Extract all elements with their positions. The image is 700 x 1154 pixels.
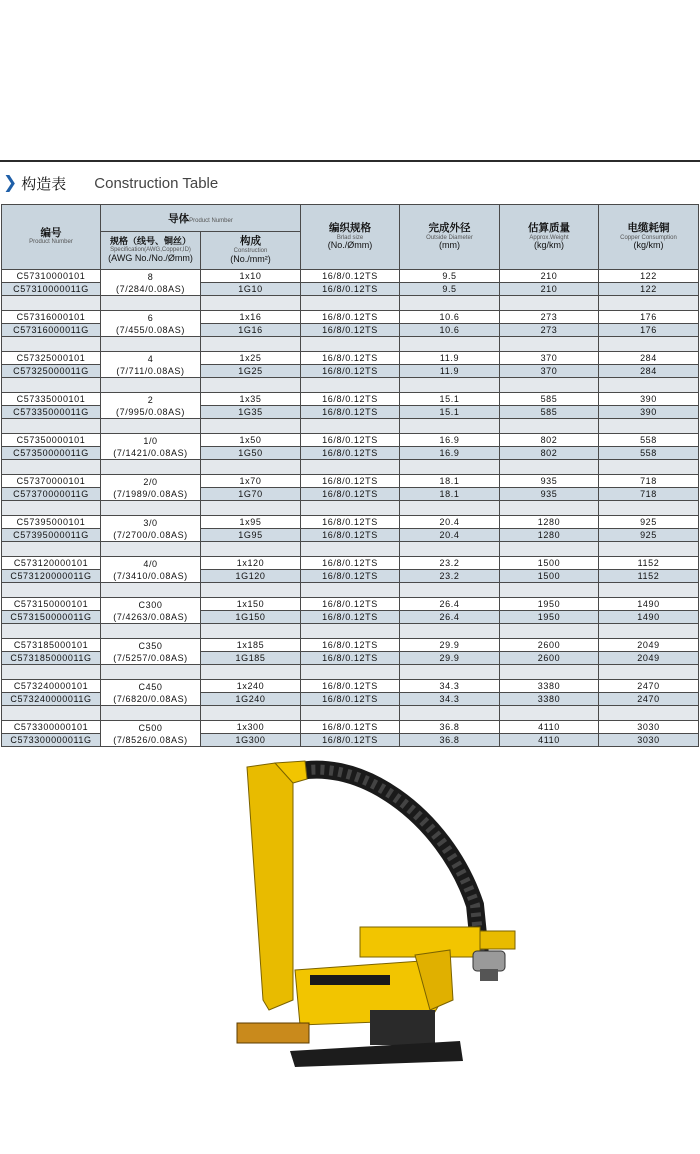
table-row bbox=[2, 598, 699, 611]
weight-cell: 273 bbox=[500, 324, 599, 337]
spec-awg: 2/0 bbox=[143, 476, 158, 487]
copper-cell: 558 bbox=[599, 434, 699, 447]
spacer-cell bbox=[400, 296, 500, 311]
spacer-cell bbox=[301, 419, 400, 434]
outside-diameter-cell: 20.4 bbox=[400, 529, 500, 542]
construction-cell: 1G50 bbox=[201, 447, 301, 460]
construction-cell: 1G25 bbox=[201, 365, 301, 378]
copper-cell: 122 bbox=[599, 270, 699, 283]
weight-cell: 585 bbox=[500, 393, 599, 406]
braid-size-cell: 16/8/0.12TS bbox=[301, 693, 400, 706]
spacer-cell bbox=[201, 296, 301, 311]
top-divider bbox=[0, 160, 700, 162]
weight-cell: 370 bbox=[500, 352, 599, 365]
spacer-cell bbox=[201, 624, 301, 639]
outside-diameter-cell: 36.8 bbox=[400, 734, 500, 747]
spec-awg: 2 bbox=[147, 394, 154, 405]
spacer-cell bbox=[101, 542, 201, 557]
construction-cell: 1G35 bbox=[201, 406, 301, 419]
spacer-cell bbox=[400, 624, 500, 639]
spacer-cell bbox=[400, 706, 500, 721]
weight-cell: 1500 bbox=[500, 570, 599, 583]
spacer-cell bbox=[301, 296, 400, 311]
table-row bbox=[2, 434, 699, 447]
table-row bbox=[2, 557, 699, 570]
spacer-cell bbox=[400, 542, 500, 557]
braid-size-cell: 16/8/0.12TS bbox=[301, 365, 400, 378]
section-heading bbox=[3, 171, 218, 195]
spacer-cell bbox=[400, 419, 500, 434]
copper-cell: 925 bbox=[599, 516, 699, 529]
specification-cell bbox=[101, 434, 201, 460]
weight-cell: 1280 bbox=[500, 529, 599, 542]
table-row bbox=[2, 393, 699, 406]
braid-size-cell: 16/8/0.12TS bbox=[301, 283, 400, 296]
product-number-cell: C57395000101 bbox=[2, 516, 101, 529]
spacer-cell bbox=[500, 378, 599, 393]
group-spacer-row bbox=[2, 337, 699, 352]
copper-cell: 718 bbox=[599, 475, 699, 488]
outside-diameter-cell: 20.4 bbox=[400, 516, 500, 529]
outside-diameter-cell: 15.1 bbox=[400, 393, 500, 406]
outside-diameter-cell: 10.6 bbox=[400, 311, 500, 324]
weight-cell: 210 bbox=[500, 283, 599, 296]
spacer-cell bbox=[500, 706, 599, 721]
weight-cell: 585 bbox=[500, 406, 599, 419]
product-number-cell: C57370000011G bbox=[2, 488, 101, 501]
weight-cell: 4110 bbox=[500, 721, 599, 734]
construction-cell: 1x240 bbox=[201, 680, 301, 693]
spacer-cell bbox=[2, 378, 101, 393]
product-number-cell: C573185000101 bbox=[2, 639, 101, 652]
copper-cell: 718 bbox=[599, 488, 699, 501]
connector-head bbox=[473, 951, 505, 981]
product-number-cell: C57316000101 bbox=[2, 311, 101, 324]
weight-cell: 1950 bbox=[500, 611, 599, 624]
braid-size-cell: 16/8/0.12TS bbox=[301, 475, 400, 488]
construction-cell: 1x300 bbox=[201, 721, 301, 734]
specification-cell bbox=[101, 311, 201, 337]
table-row bbox=[2, 680, 699, 693]
spec-strands: (7/711/0.08AS) bbox=[116, 365, 185, 376]
header-specification: 规格（线号、铜丝） Specification(AWG,Copper,ID) (AWG No./No./Ømm) bbox=[101, 232, 201, 270]
weight-cell: 802 bbox=[500, 447, 599, 460]
product-number-cell: C573150000101 bbox=[2, 598, 101, 611]
copper-cell: 1152 bbox=[599, 570, 699, 583]
spec-strands: (7/1421/0.08AS) bbox=[113, 447, 188, 458]
spacer-cell bbox=[301, 583, 400, 598]
spacer-cell bbox=[301, 624, 400, 639]
spacer-cell bbox=[500, 542, 599, 557]
copper-cell: 284 bbox=[599, 365, 699, 378]
spacer-cell bbox=[2, 337, 101, 352]
copper-cell: 390 bbox=[599, 406, 699, 419]
spacer-cell bbox=[400, 665, 500, 680]
header-product-number: 编号 Product Number bbox=[2, 205, 101, 270]
copper-cell: 2470 bbox=[599, 693, 699, 706]
spec-strands: (7/8526/0.08AS) bbox=[113, 734, 188, 745]
spec-awg: C350 bbox=[138, 640, 163, 651]
outside-diameter-cell: 34.3 bbox=[400, 680, 500, 693]
spacer-cell bbox=[101, 583, 201, 598]
product-number-cell: C57316000011G bbox=[2, 324, 101, 337]
spec-strands: (7/5257/0.08AS) bbox=[113, 652, 188, 663]
spacer-cell bbox=[301, 378, 400, 393]
copper-cell: 1152 bbox=[599, 557, 699, 570]
copper-cell: 284 bbox=[599, 352, 699, 365]
construction-cell: 1G16 bbox=[201, 324, 301, 337]
spacer-cell bbox=[599, 706, 699, 721]
spacer-cell bbox=[301, 665, 400, 680]
spacer-cell bbox=[201, 378, 301, 393]
group-spacer-row bbox=[2, 542, 699, 557]
spacer-cell bbox=[599, 337, 699, 352]
spec-awg: 1/0 bbox=[143, 435, 158, 446]
outside-diameter-cell: 18.1 bbox=[400, 475, 500, 488]
spacer-cell bbox=[201, 542, 301, 557]
product-number-cell: C57335000101 bbox=[2, 393, 101, 406]
spacer-cell bbox=[2, 706, 101, 721]
copper-cell: 3030 bbox=[599, 734, 699, 747]
spec-strands: (7/3410/0.08AS) bbox=[113, 570, 188, 581]
construction-cell: 1x185 bbox=[201, 639, 301, 652]
weight-cell: 273 bbox=[500, 311, 599, 324]
weight-cell: 4110 bbox=[500, 734, 599, 747]
table-row bbox=[2, 270, 699, 283]
spacer-cell bbox=[599, 665, 699, 680]
outside-diameter-cell: 11.9 bbox=[400, 365, 500, 378]
spec-strands: (7/284/0.08AS) bbox=[116, 283, 185, 294]
weight-cell: 3380 bbox=[500, 680, 599, 693]
braid-size-cell: 16/8/0.12TS bbox=[301, 447, 400, 460]
product-number-cell: C573120000101 bbox=[2, 557, 101, 570]
copper-cell: 390 bbox=[599, 393, 699, 406]
spacer-cell bbox=[2, 542, 101, 557]
spacer-cell bbox=[101, 624, 201, 639]
spec-strands: (7/1989/0.08AS) bbox=[113, 488, 188, 499]
outside-diameter-cell: 9.5 bbox=[400, 283, 500, 296]
product-number-cell: C573150000011G bbox=[2, 611, 101, 624]
product-number-cell: C57350000101 bbox=[2, 434, 101, 447]
construction-cell: 1G10 bbox=[201, 283, 301, 296]
braid-size-cell: 16/8/0.12TS bbox=[301, 652, 400, 665]
outside-diameter-cell: 16.9 bbox=[400, 434, 500, 447]
braid-size-cell: 16/8/0.12TS bbox=[301, 611, 400, 624]
spacer-cell bbox=[599, 460, 699, 475]
spec-strands: (7/455/0.08AS) bbox=[116, 324, 185, 335]
spacer-cell bbox=[301, 501, 400, 516]
weight-cell: 2600 bbox=[500, 639, 599, 652]
group-spacer-row bbox=[2, 624, 699, 639]
table-row bbox=[2, 352, 699, 365]
braid-size-cell: 16/8/0.12TS bbox=[301, 734, 400, 747]
specification-cell bbox=[101, 393, 201, 419]
construction-cell: 1G70 bbox=[201, 488, 301, 501]
spacer-cell bbox=[2, 419, 101, 434]
spacer-cell bbox=[101, 501, 201, 516]
construction-cell: 1G120 bbox=[201, 570, 301, 583]
spacer-cell bbox=[101, 665, 201, 680]
product-number-cell: C57310000011G bbox=[2, 283, 101, 296]
table-row bbox=[2, 639, 699, 652]
outside-diameter-cell: 36.8 bbox=[400, 721, 500, 734]
construction-cell: 1x35 bbox=[201, 393, 301, 406]
spacer-cell bbox=[500, 583, 599, 598]
group-spacer-row bbox=[2, 501, 699, 516]
braid-size-cell: 16/8/0.12TS bbox=[301, 570, 400, 583]
product-number-cell: C57335000011G bbox=[2, 406, 101, 419]
chevron-right-icon: ❯ bbox=[3, 173, 18, 193]
copper-cell: 1490 bbox=[599, 598, 699, 611]
spacer-cell bbox=[201, 460, 301, 475]
spacer-cell bbox=[500, 296, 599, 311]
construction-cell: 1G95 bbox=[201, 529, 301, 542]
copper-cell: 2049 bbox=[599, 639, 699, 652]
braid-size-cell: 16/8/0.12TS bbox=[301, 721, 400, 734]
copper-cell: 176 bbox=[599, 311, 699, 324]
product-number-cell: C57325000011G bbox=[2, 365, 101, 378]
outside-diameter-cell: 23.2 bbox=[400, 570, 500, 583]
spacer-cell bbox=[301, 542, 400, 557]
spacer-cell bbox=[500, 419, 599, 434]
spacer-cell bbox=[101, 460, 201, 475]
outside-diameter-cell: 10.6 bbox=[400, 324, 500, 337]
spec-strands: (7/6820/0.08AS) bbox=[113, 693, 188, 704]
header-outside-diameter: 完成外径 Outside Diameter (mm) bbox=[400, 205, 500, 270]
product-number-cell: C573185000011G bbox=[2, 652, 101, 665]
spacer-cell bbox=[201, 337, 301, 352]
construction-cell: 1x16 bbox=[201, 311, 301, 324]
weight-cell: 2600 bbox=[500, 652, 599, 665]
spec-awg: C500 bbox=[138, 722, 163, 733]
weight-cell: 1950 bbox=[500, 598, 599, 611]
specification-cell bbox=[101, 721, 201, 747]
braid-size-cell: 16/8/0.12TS bbox=[301, 529, 400, 542]
construction-cell: 1G150 bbox=[201, 611, 301, 624]
copper-cell: 2470 bbox=[599, 680, 699, 693]
specification-cell bbox=[101, 598, 201, 624]
spec-awg: 4 bbox=[147, 353, 154, 364]
spacer-cell bbox=[301, 706, 400, 721]
braid-size-cell: 16/8/0.12TS bbox=[301, 352, 400, 365]
table-row bbox=[2, 475, 699, 488]
specification-cell bbox=[101, 352, 201, 378]
product-number-cell: C57350000011G bbox=[2, 447, 101, 460]
product-number-cell: C573120000011G bbox=[2, 570, 101, 583]
table-body bbox=[2, 270, 699, 747]
specification-cell bbox=[101, 270, 201, 296]
group-spacer-row bbox=[2, 583, 699, 598]
product-number-cell: C57325000101 bbox=[2, 352, 101, 365]
group-spacer-row bbox=[2, 419, 699, 434]
spacer-cell bbox=[400, 583, 500, 598]
specification-cell bbox=[101, 516, 201, 542]
spacer-cell bbox=[500, 460, 599, 475]
specification-cell bbox=[101, 475, 201, 501]
spacer-cell bbox=[599, 624, 699, 639]
group-spacer-row bbox=[2, 296, 699, 311]
spacer-cell bbox=[400, 337, 500, 352]
specification-cell bbox=[101, 680, 201, 706]
spacer-cell bbox=[599, 583, 699, 598]
weight-cell: 935 bbox=[500, 475, 599, 488]
spec-awg: 6 bbox=[147, 312, 154, 323]
spec-awg: 3/0 bbox=[143, 517, 158, 528]
outside-diameter-cell: 29.9 bbox=[400, 639, 500, 652]
product-number-cell: C573240000101 bbox=[2, 680, 101, 693]
construction-cell: 1x50 bbox=[201, 434, 301, 447]
spacer-cell bbox=[201, 665, 301, 680]
product-number-cell: C57395000011G bbox=[2, 529, 101, 542]
specification-cell bbox=[101, 639, 201, 665]
spacer-cell bbox=[101, 706, 201, 721]
spacer-cell bbox=[101, 337, 201, 352]
outside-diameter-cell: 9.5 bbox=[400, 270, 500, 283]
copper-cell: 122 bbox=[599, 283, 699, 296]
spec-awg: C300 bbox=[138, 599, 163, 610]
braid-size-cell: 16/8/0.12TS bbox=[301, 406, 400, 419]
construction-cell: 1G300 bbox=[201, 734, 301, 747]
spec-strands: (7/4263/0.08AS) bbox=[113, 611, 188, 622]
spacer-cell bbox=[101, 296, 201, 311]
outside-diameter-cell: 26.4 bbox=[400, 611, 500, 624]
spacer-cell bbox=[599, 542, 699, 557]
spacer-cell bbox=[400, 501, 500, 516]
spacer-cell bbox=[2, 460, 101, 475]
spacer-cell bbox=[201, 583, 301, 598]
braid-size-cell: 16/8/0.12TS bbox=[301, 516, 400, 529]
spacer-cell bbox=[599, 296, 699, 311]
header-copper-consumption: 电缆耗铜 Copper Consumption (kg/km) bbox=[599, 205, 699, 270]
braid-size-cell: 16/8/0.12TS bbox=[301, 680, 400, 693]
copper-cell: 558 bbox=[599, 447, 699, 460]
copper-cell: 3030 bbox=[599, 721, 699, 734]
spacer-cell bbox=[2, 583, 101, 598]
braid-size-cell: 16/8/0.12TS bbox=[301, 639, 400, 652]
spec-strands: (7/995/0.08AS) bbox=[116, 406, 185, 417]
spacer-cell bbox=[500, 665, 599, 680]
braid-size-cell: 16/8/0.12TS bbox=[301, 557, 400, 570]
braid-size-cell: 16/8/0.12TS bbox=[301, 270, 400, 283]
copper-cell: 2049 bbox=[599, 652, 699, 665]
braid-size-cell: 16/8/0.12TS bbox=[301, 598, 400, 611]
product-number-cell: C57310000101 bbox=[2, 270, 101, 283]
construction-cell: 1G185 bbox=[201, 652, 301, 665]
product-number-cell: C573240000011G bbox=[2, 693, 101, 706]
outside-diameter-cell: 34.3 bbox=[400, 693, 500, 706]
copper-cell: 176 bbox=[599, 324, 699, 337]
product-number-cell: C573300000011G bbox=[2, 734, 101, 747]
spacer-cell bbox=[599, 419, 699, 434]
braid-size-cell: 16/8/0.12TS bbox=[301, 434, 400, 447]
spacer-cell bbox=[2, 665, 101, 680]
spacer-cell bbox=[599, 378, 699, 393]
outside-diameter-cell: 16.9 bbox=[400, 447, 500, 460]
weight-cell: 935 bbox=[500, 488, 599, 501]
table-row bbox=[2, 311, 699, 324]
weight-cell: 1280 bbox=[500, 516, 599, 529]
spacer-cell bbox=[201, 501, 301, 516]
group-spacer-row bbox=[2, 460, 699, 475]
weight-cell: 210 bbox=[500, 270, 599, 283]
cable-carrier-machine-illustration bbox=[235, 755, 525, 1075]
product-number-cell: C57370000101 bbox=[2, 475, 101, 488]
outside-diameter-cell: 11.9 bbox=[400, 352, 500, 365]
braid-size-cell: 16/8/0.12TS bbox=[301, 488, 400, 501]
group-spacer-row bbox=[2, 378, 699, 393]
weight-cell: 802 bbox=[500, 434, 599, 447]
construction-cell: 1x25 bbox=[201, 352, 301, 365]
braid-size-cell: 16/8/0.12TS bbox=[301, 324, 400, 337]
spec-awg: 8 bbox=[147, 271, 154, 282]
section-title-cn: 构造表 bbox=[21, 174, 67, 193]
spacer-cell bbox=[500, 624, 599, 639]
spacer-cell bbox=[201, 706, 301, 721]
product-number-cell: C573300000101 bbox=[2, 721, 101, 734]
construction-cell: 1x120 bbox=[201, 557, 301, 570]
construction-cell: 1G240 bbox=[201, 693, 301, 706]
spacer-cell bbox=[101, 419, 201, 434]
outside-diameter-cell: 18.1 bbox=[400, 488, 500, 501]
group-spacer-row bbox=[2, 706, 699, 721]
spec-strands: (7/2700/0.08AS) bbox=[113, 529, 188, 540]
table-row bbox=[2, 516, 699, 529]
header-approx-weight: 估算质量 Approx.Weight (kg/km) bbox=[500, 205, 599, 270]
construction-cell: 1x95 bbox=[201, 516, 301, 529]
construction-cell: 1x150 bbox=[201, 598, 301, 611]
copper-cell: 925 bbox=[599, 529, 699, 542]
spacer-cell bbox=[301, 337, 400, 352]
spacer-cell bbox=[400, 378, 500, 393]
spacer-cell bbox=[301, 460, 400, 475]
outside-diameter-cell: 26.4 bbox=[400, 598, 500, 611]
spacer-cell bbox=[500, 501, 599, 516]
header-braid-size: 编织规格 Brlad size (No./Ømm) bbox=[301, 205, 400, 270]
spacer-cell bbox=[2, 501, 101, 516]
spacer-cell bbox=[2, 624, 101, 639]
spacer-cell bbox=[500, 337, 599, 352]
weight-cell: 3380 bbox=[500, 693, 599, 706]
header-construction: 构成 Construction (No./mm²) bbox=[201, 232, 301, 270]
construction-table bbox=[1, 204, 699, 747]
table-row bbox=[2, 721, 699, 734]
spec-awg: 4/0 bbox=[143, 558, 158, 569]
spacer-cell bbox=[101, 378, 201, 393]
outside-diameter-cell: 23.2 bbox=[400, 557, 500, 570]
spacer-cell bbox=[400, 460, 500, 475]
braid-size-cell: 16/8/0.12TS bbox=[301, 393, 400, 406]
header-conductor: 导体Product Number bbox=[101, 205, 301, 232]
spacer-cell bbox=[201, 419, 301, 434]
braid-size-cell: 16/8/0.12TS bbox=[301, 311, 400, 324]
spacer-cell bbox=[599, 501, 699, 516]
outside-diameter-cell: 15.1 bbox=[400, 406, 500, 419]
construction-cell: 1x70 bbox=[201, 475, 301, 488]
construction-cell: 1x10 bbox=[201, 270, 301, 283]
group-spacer-row bbox=[2, 665, 699, 680]
weight-cell: 1500 bbox=[500, 557, 599, 570]
weight-cell: 370 bbox=[500, 365, 599, 378]
spec-awg: C450 bbox=[138, 681, 163, 692]
outside-diameter-cell: 29.9 bbox=[400, 652, 500, 665]
spacer-cell bbox=[2, 296, 101, 311]
section-title-en: Construction Table bbox=[94, 174, 219, 192]
copper-cell: 1490 bbox=[599, 611, 699, 624]
specification-cell bbox=[101, 557, 201, 583]
